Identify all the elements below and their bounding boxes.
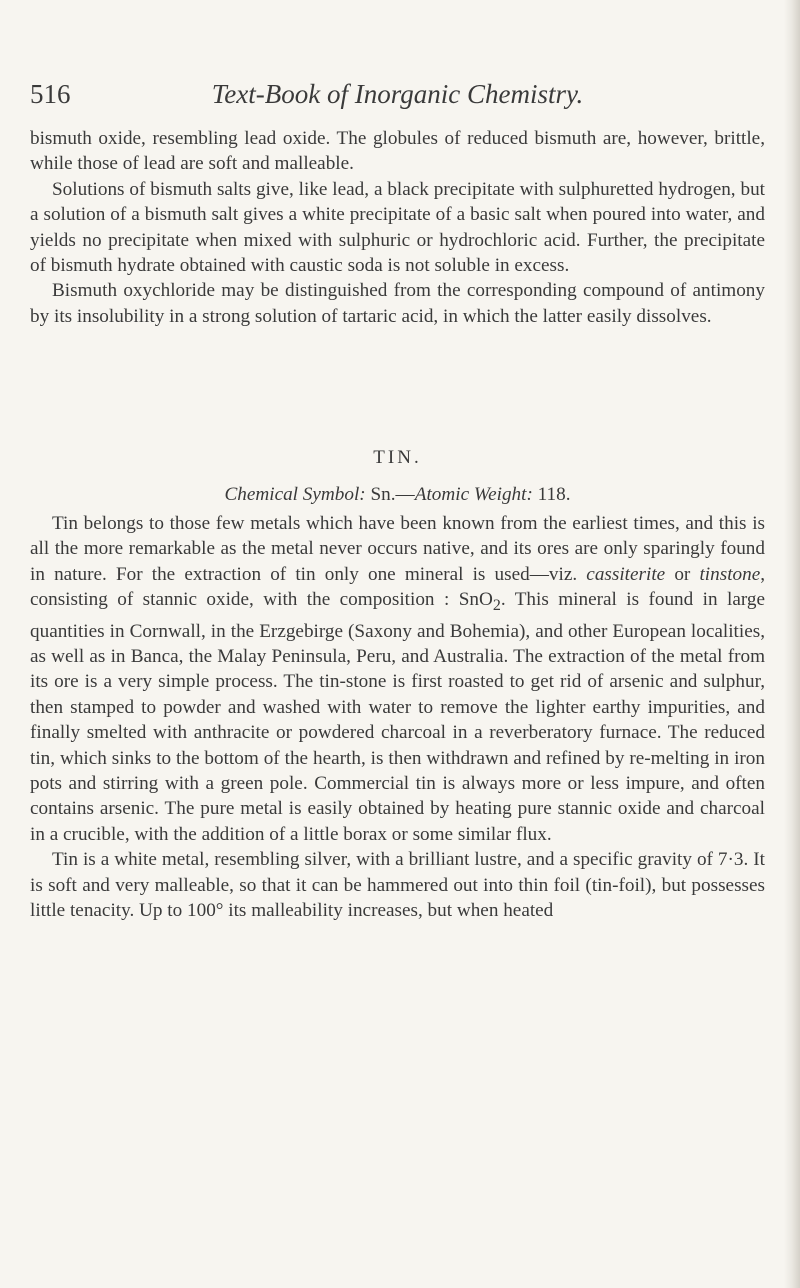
text-run: or: [674, 563, 691, 585]
term-tinstone: tinstone: [699, 563, 761, 585]
section-heading-tin: TIN.: [373, 447, 422, 469]
text-run: , consisting of stannic oxide, with the composition : SnO: [30, 563, 766, 611]
weight-label: Atomic Weight: [414, 483, 527, 505]
page-body: [30, 126, 765, 923]
page-number: 516: [30, 79, 71, 109]
page-edge-shadow: [784, 0, 800, 1288]
page-header: [30, 74, 765, 114]
paragraph-tin-properties: Tin is a white metal, resembling silver, with a brilliant lustre, and a specific gravity of 7·3. It is soft and very malleable, so that it can be hammered out into thin foil (tin-foil), but possesses little tenacity. Up to 100° its malleability increases, but when heated: [30, 849, 765, 921]
paragraph-bismuth-solutions: Solutions of bismuth salts give, like lead, a black precipitate with sulphuretted hydrogen, but a solution of a bismuth salt gives a white precipitate of a basic salt when poured into water, and yields no precipitate when mixed with sulphuric or hydrochloric acid. Further, the precipitate of bismuth hydrate obtained with caustic soda is not soluble in excess.: [30, 178, 765, 277]
running-title: Text-Book of Inorganic Chemistry.: [211, 79, 584, 109]
symbol-label: Chemical Symbol: [224, 483, 360, 505]
chemical-symbol-line: Chemical Symbol: Sn.—Atomic Weight: 118.: [224, 483, 571, 505]
weight-value: 118.: [537, 483, 571, 505]
text-run: . This mineral is found in large quantities in Cornwall, in the Erzgebirge (Saxony and Bohemia), and other European localities, as well as in Banca, the Malay Peninsula, Peru, and Australia. The extraction of the metal from its ore is a very simple process. The tin-stone is first roasted to get rid of arsenic and sulphur, then stamped to powder and washed with water to remove the lighter earthy impurities, and finally smelted with anthracite or powdered charcoal in a reverberatory furnace. The reduced tin, which sinks to the bottom of the hearth, is then withdrawn and refined by re-melting in iron pots and stirring with a green pole. Commercial tin is always more or less impure, and often contains arsenic. The pure metal is easily obtained by heating pure stannic oxide and charcoal in a crucible, with the addition of a little borax or some similar flux.: [30, 589, 766, 845]
symbol-value: Sn.: [370, 483, 396, 505]
paragraph-bismuth-oxychloride: Bismuth oxychloride may be distinguished from the corresponding compound of antimony by its insolubility in a strong solution of tartaric acid, in which the latter easily dissolves.: [30, 280, 765, 327]
term-cassiterite: cassiterite: [586, 563, 666, 585]
paragraph-tin-extraction: [30, 511, 765, 847]
text-run: Tin belongs to those few metals which have been known from the earliest times, and this is all the more remarkable as the metal never occurs native, and its ores are only sparingly found in nature. For the extraction of tin only one mineral is used—viz.: [30, 513, 765, 585]
paragraph-bismuth-oxide: bismuth oxide, resembling lead oxide. The globules of reduced bismuth are, however, brittle, while those of lead are soft and malleable.: [30, 128, 765, 175]
formula-subscript: 2: [492, 597, 501, 615]
